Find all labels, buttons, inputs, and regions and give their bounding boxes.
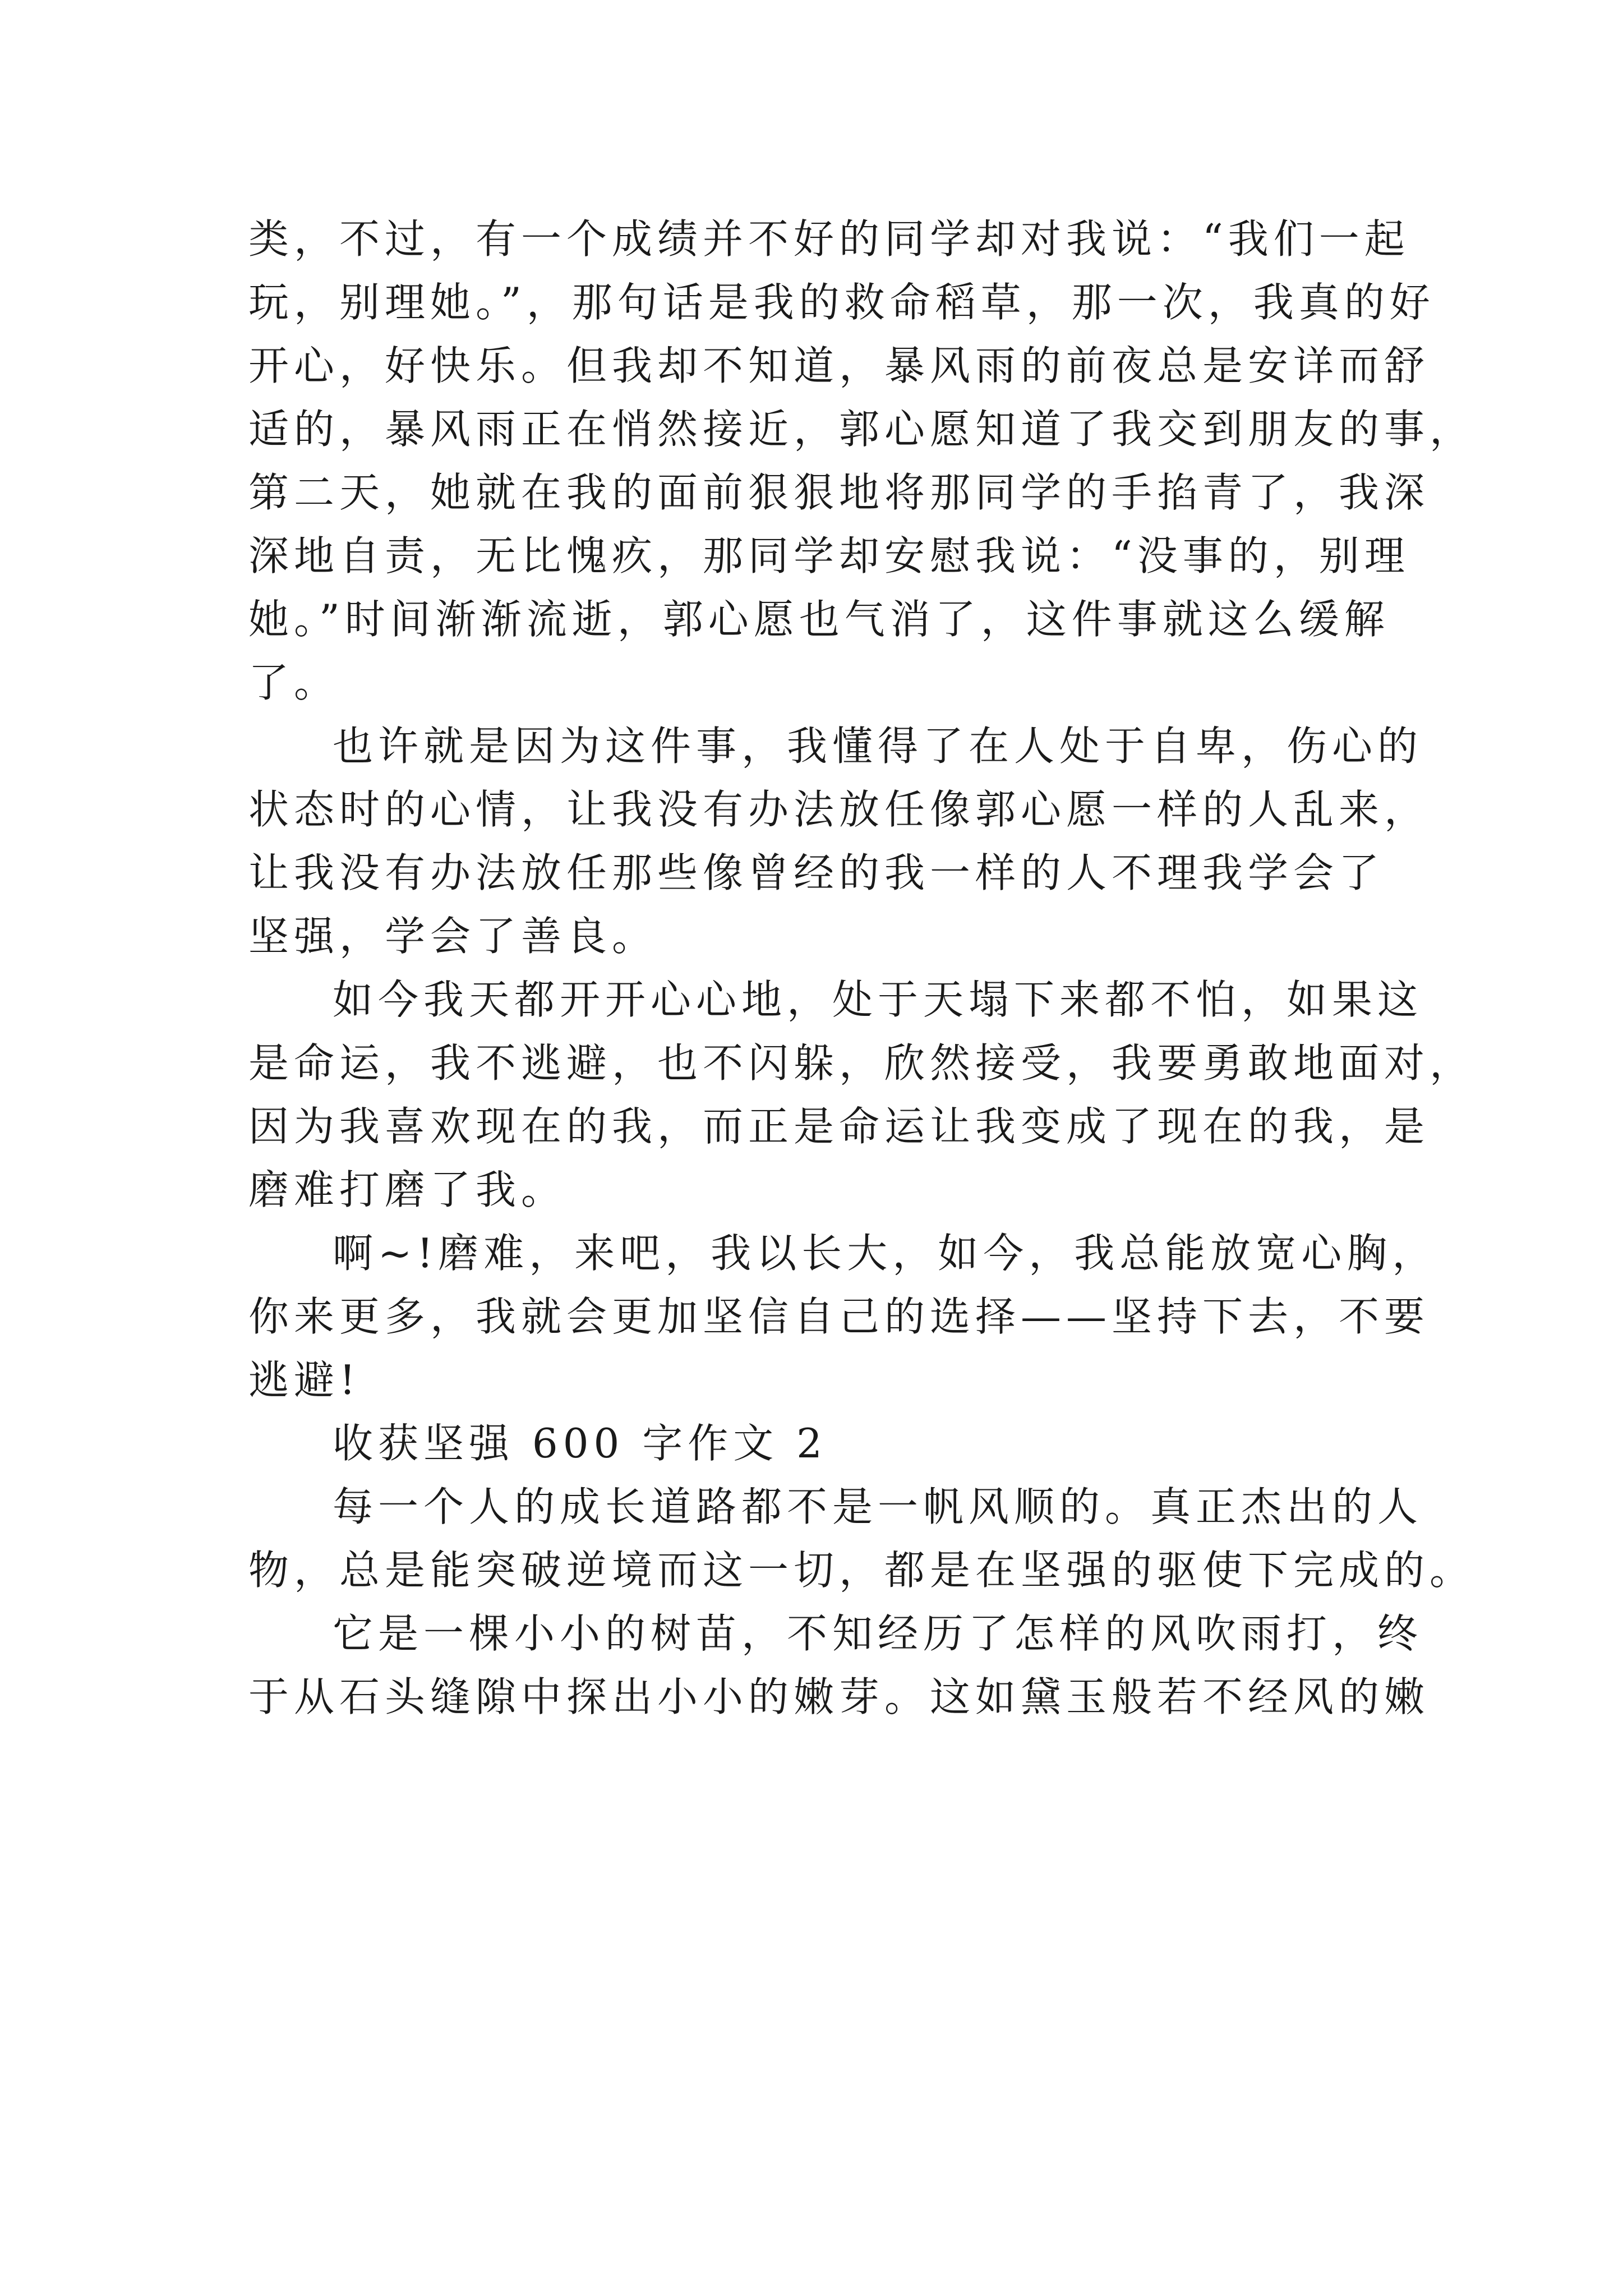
text-line: 因为我喜欢现在的我，而正是命运让我变成了现在的我，是	[248, 1103, 1430, 1150]
text-line: 于从石头缝隙中探出小小的嫩芽。这如黛玉般若不经风的嫩	[248, 1673, 1430, 1720]
paragraph-start-line: 也许就是因为这件事，我懂得了在人处于自卑，伤心的	[333, 723, 1423, 770]
text-line: 你来更多，我就会更加坚信自己的选择——坚持下去，不要	[248, 1293, 1430, 1340]
paragraph-start-line: 如今我天都开开心心地，处于天塌下来都不怕，如果这	[333, 976, 1423, 1023]
text-line: 她。”时间渐渐流逝，郭心愿也气消了，这件事就这么缓解	[248, 596, 1390, 643]
text-line: 状态时的心情，让我没有办法放任像郭心愿一样的人乱来，	[248, 786, 1430, 833]
section-heading: 收获坚强 600 字作文 2	[333, 1420, 827, 1467]
text-line: 开心，好快乐。但我却不知道，暴风雨的前夜总是安详而舒	[248, 342, 1430, 389]
text-line: 逃避!	[248, 1356, 361, 1404]
text-line: 第二天，她就在我的面前狠狠地将那同学的手掐青了，我深	[248, 469, 1430, 516]
paragraph-start-line: 它是一棵小小的树苗，不知经历了怎样的风吹雨打，终	[333, 1610, 1423, 1657]
text-line: 了。	[248, 659, 340, 706]
text-line: 坚强，学会了善良。	[248, 913, 658, 960]
text-line: 深地自责，无比愧疚，那同学却安慰我说：“没事的，别理	[248, 532, 1410, 579]
text-line: 适的，暴风雨正在悄然接近，郭心愿知道了我交到朋友的事，	[248, 406, 1476, 453]
paragraph-start-line: 啊~!磨难，来吧，我以长大，如今，我总能放宽心胸，	[333, 1230, 1438, 1277]
text-line: 让我没有办法放任那些像曾经的我一样的人不理我学会了	[248, 849, 1385, 896]
text-line: 玩，别理她。”，那句话是我的救命稻草，那一次，我真的好	[248, 279, 1435, 326]
text-line: 类，不过，有一个成绩并不好的同学却对我说：“我们一起	[248, 215, 1410, 263]
text-line: 是命运，我不逃避，也不闪躲，欣然接受，我要勇敢地面对，	[248, 1039, 1476, 1087]
text-line: 物，总是能突破逆境而这一切，都是在坚强的驱使下完成的。	[248, 1547, 1476, 1594]
essay-body	[248, 208, 1476, 1729]
paragraph-start-line: 每一个人的成长道路都不是一帆风顺的。真正杰出的人	[333, 1483, 1423, 1530]
text-line: 磨难打磨了我。	[248, 1166, 567, 1213]
